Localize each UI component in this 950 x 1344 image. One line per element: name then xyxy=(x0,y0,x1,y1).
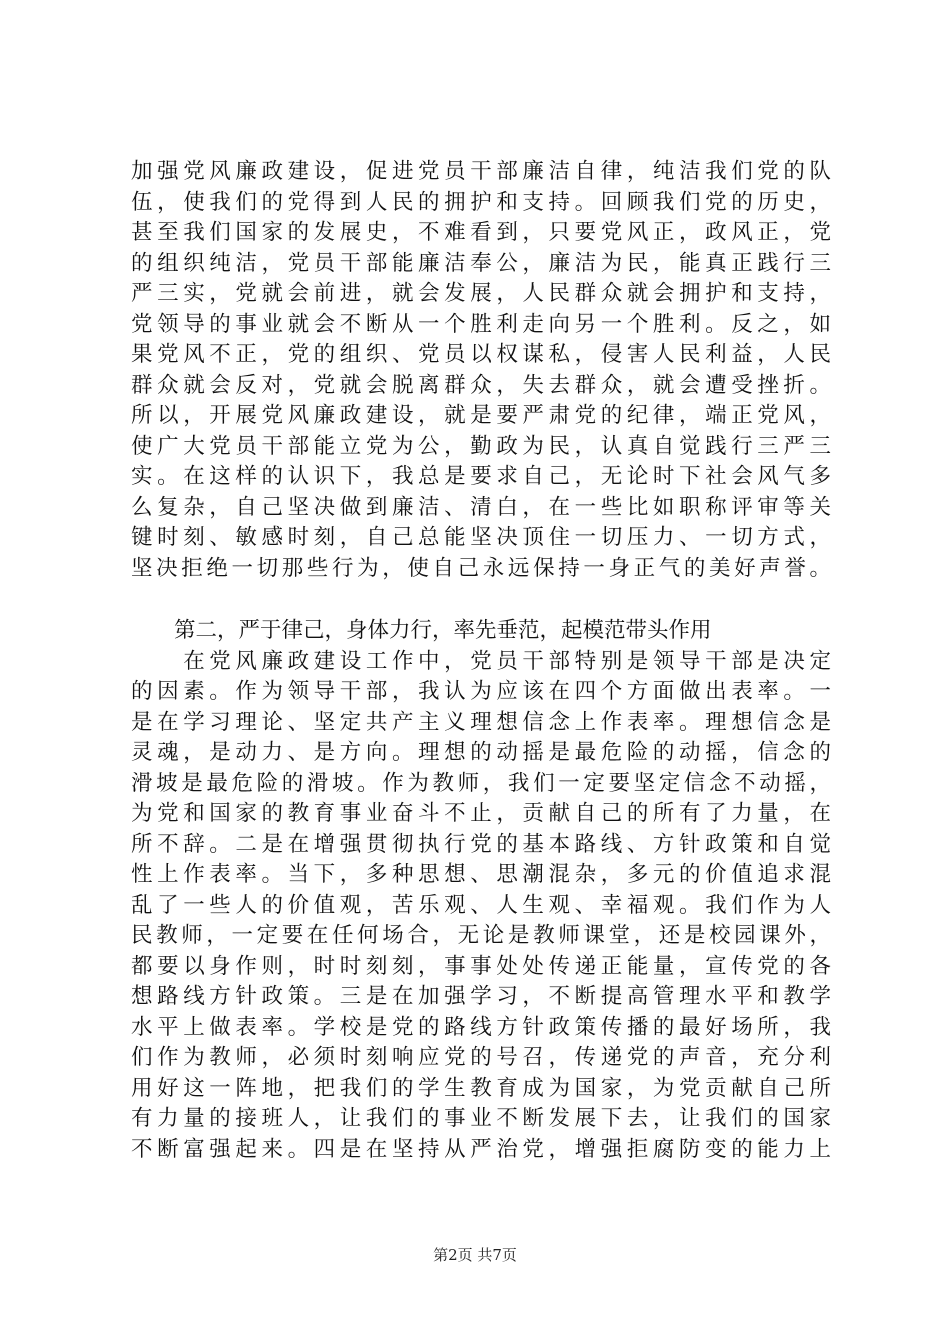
section-heading: 第二，严于律己，身体力行，率先垂范，起模范带头作用 xyxy=(131,618,712,643)
text-line: 为党和国家的教育事业奋斗不止，贡献自己的所有了力量，在 xyxy=(131,801,831,826)
text-line: 在党风廉政建设工作中，党员干部特别是领导干部是决定 xyxy=(131,648,831,674)
paragraph-gap xyxy=(131,584,831,616)
text-line: 党领导的事业就会不断从一个胜利走向另一个胜利。反之，如 xyxy=(131,311,831,337)
text-line: 用好这一阵地，把我们的学生教育成为国家，为党贡献自己所 xyxy=(131,1075,831,1101)
text-line: 不断富强起来。四是在坚持从严治党，增强拒腐防变的能力上 xyxy=(131,1136,831,1162)
text-line: 群众就会反对，党就会脱离群众，失去群众，就会遭受挫折。 xyxy=(131,372,831,398)
text-line: 使广大党员干部能立党为公，勤政为民，认真自觉践行三严三 xyxy=(131,433,831,459)
text-line: 性上作表率。当下，多种思想、思潮混杂，多元的价值追求混 xyxy=(131,862,831,887)
text-line: 甚至我们国家的发展史，不难看到，只要党风正，政风正，党 xyxy=(131,220,831,245)
text-line: 是在学习理论、坚定共产主义理想信念上作表率。理想信念是 xyxy=(131,709,831,735)
text-line: 民教师，一定要在任何场合，无论是教师课堂，还是校园课外， xyxy=(131,923,831,948)
text-line: 的因素。作为领导干部，我认为应该在四个方面做出表率。一 xyxy=(131,679,831,704)
text-line: 键时刻、敏感时刻，自己总能坚决顶住一切压力、一切方式， xyxy=(131,525,831,550)
text-line: 坚决拒绝一切那些行为，使自己永远保持一身正气的美好声誉。 xyxy=(131,555,831,581)
text-line: 伍，使我们的党得到人民的拥护和支持。回顾我们党的历史， xyxy=(131,189,831,215)
text-line: 所以，开展党风廉政建设，就是要严肃党的纪律，端正党风， xyxy=(131,403,831,428)
text-line: 所不辞。二是在增强贯彻执行党的基本路线、方针政策和自觉 xyxy=(131,831,831,857)
text-line: 实。在这样的认识下，我总是要求自己，无论时下社会风气多 xyxy=(131,464,831,489)
paragraph-2 xyxy=(131,647,831,1166)
text-line: 加强党风廉政建设，促进党员干部廉洁自律，纯洁我们党的队 xyxy=(131,159,831,184)
text-line: 乱了一些人的价值观，苦乐观、人生观、幸福观。我们作为人 xyxy=(131,892,831,918)
text-line: 滑坡是最危险的滑坡。作为教师，我们一定要坚定信念不动摇， xyxy=(131,770,831,796)
text-line: 水平上做表率。学校是党的路线方针政策传播的最好场所，我 xyxy=(131,1014,831,1040)
text-line: 的组织纯洁，党员干部能廉洁奉公，廉洁为民，能真正践行三 xyxy=(131,250,831,276)
text-line: 灵魂，是动力、是方向。理想的动摇是最危险的动摇，信念的 xyxy=(131,740,831,765)
text-line: 有力量的接班人，让我们的事业不断发展下去，让我们的国家 xyxy=(131,1106,831,1131)
text-line: 果党风不正，党的组织、党员以权谋私，侵害人民利益，人民 xyxy=(131,342,831,367)
text-line: 么复杂，自己坚决做到廉洁、清白，在一些比如职称评审等关 xyxy=(131,494,831,520)
document-body xyxy=(131,157,831,1165)
paragraph-1 xyxy=(131,157,831,584)
text-line: 想路线方针政策。三是在加强学习，不断提高管理水平和教学 xyxy=(131,984,831,1009)
text-line: 严三实，党就会前进，就会发展，人民群众就会拥护和支持， xyxy=(131,281,831,306)
text-line: 都要以身作则，时时刻刻，事事处处传递正能量，宣传党的各 xyxy=(131,953,831,979)
page-number-footer: 第2页 共7页 xyxy=(433,1246,517,1264)
text-line: 们作为教师，必须时刻响应党的号召，传递党的声音，充分利 xyxy=(131,1045,831,1070)
